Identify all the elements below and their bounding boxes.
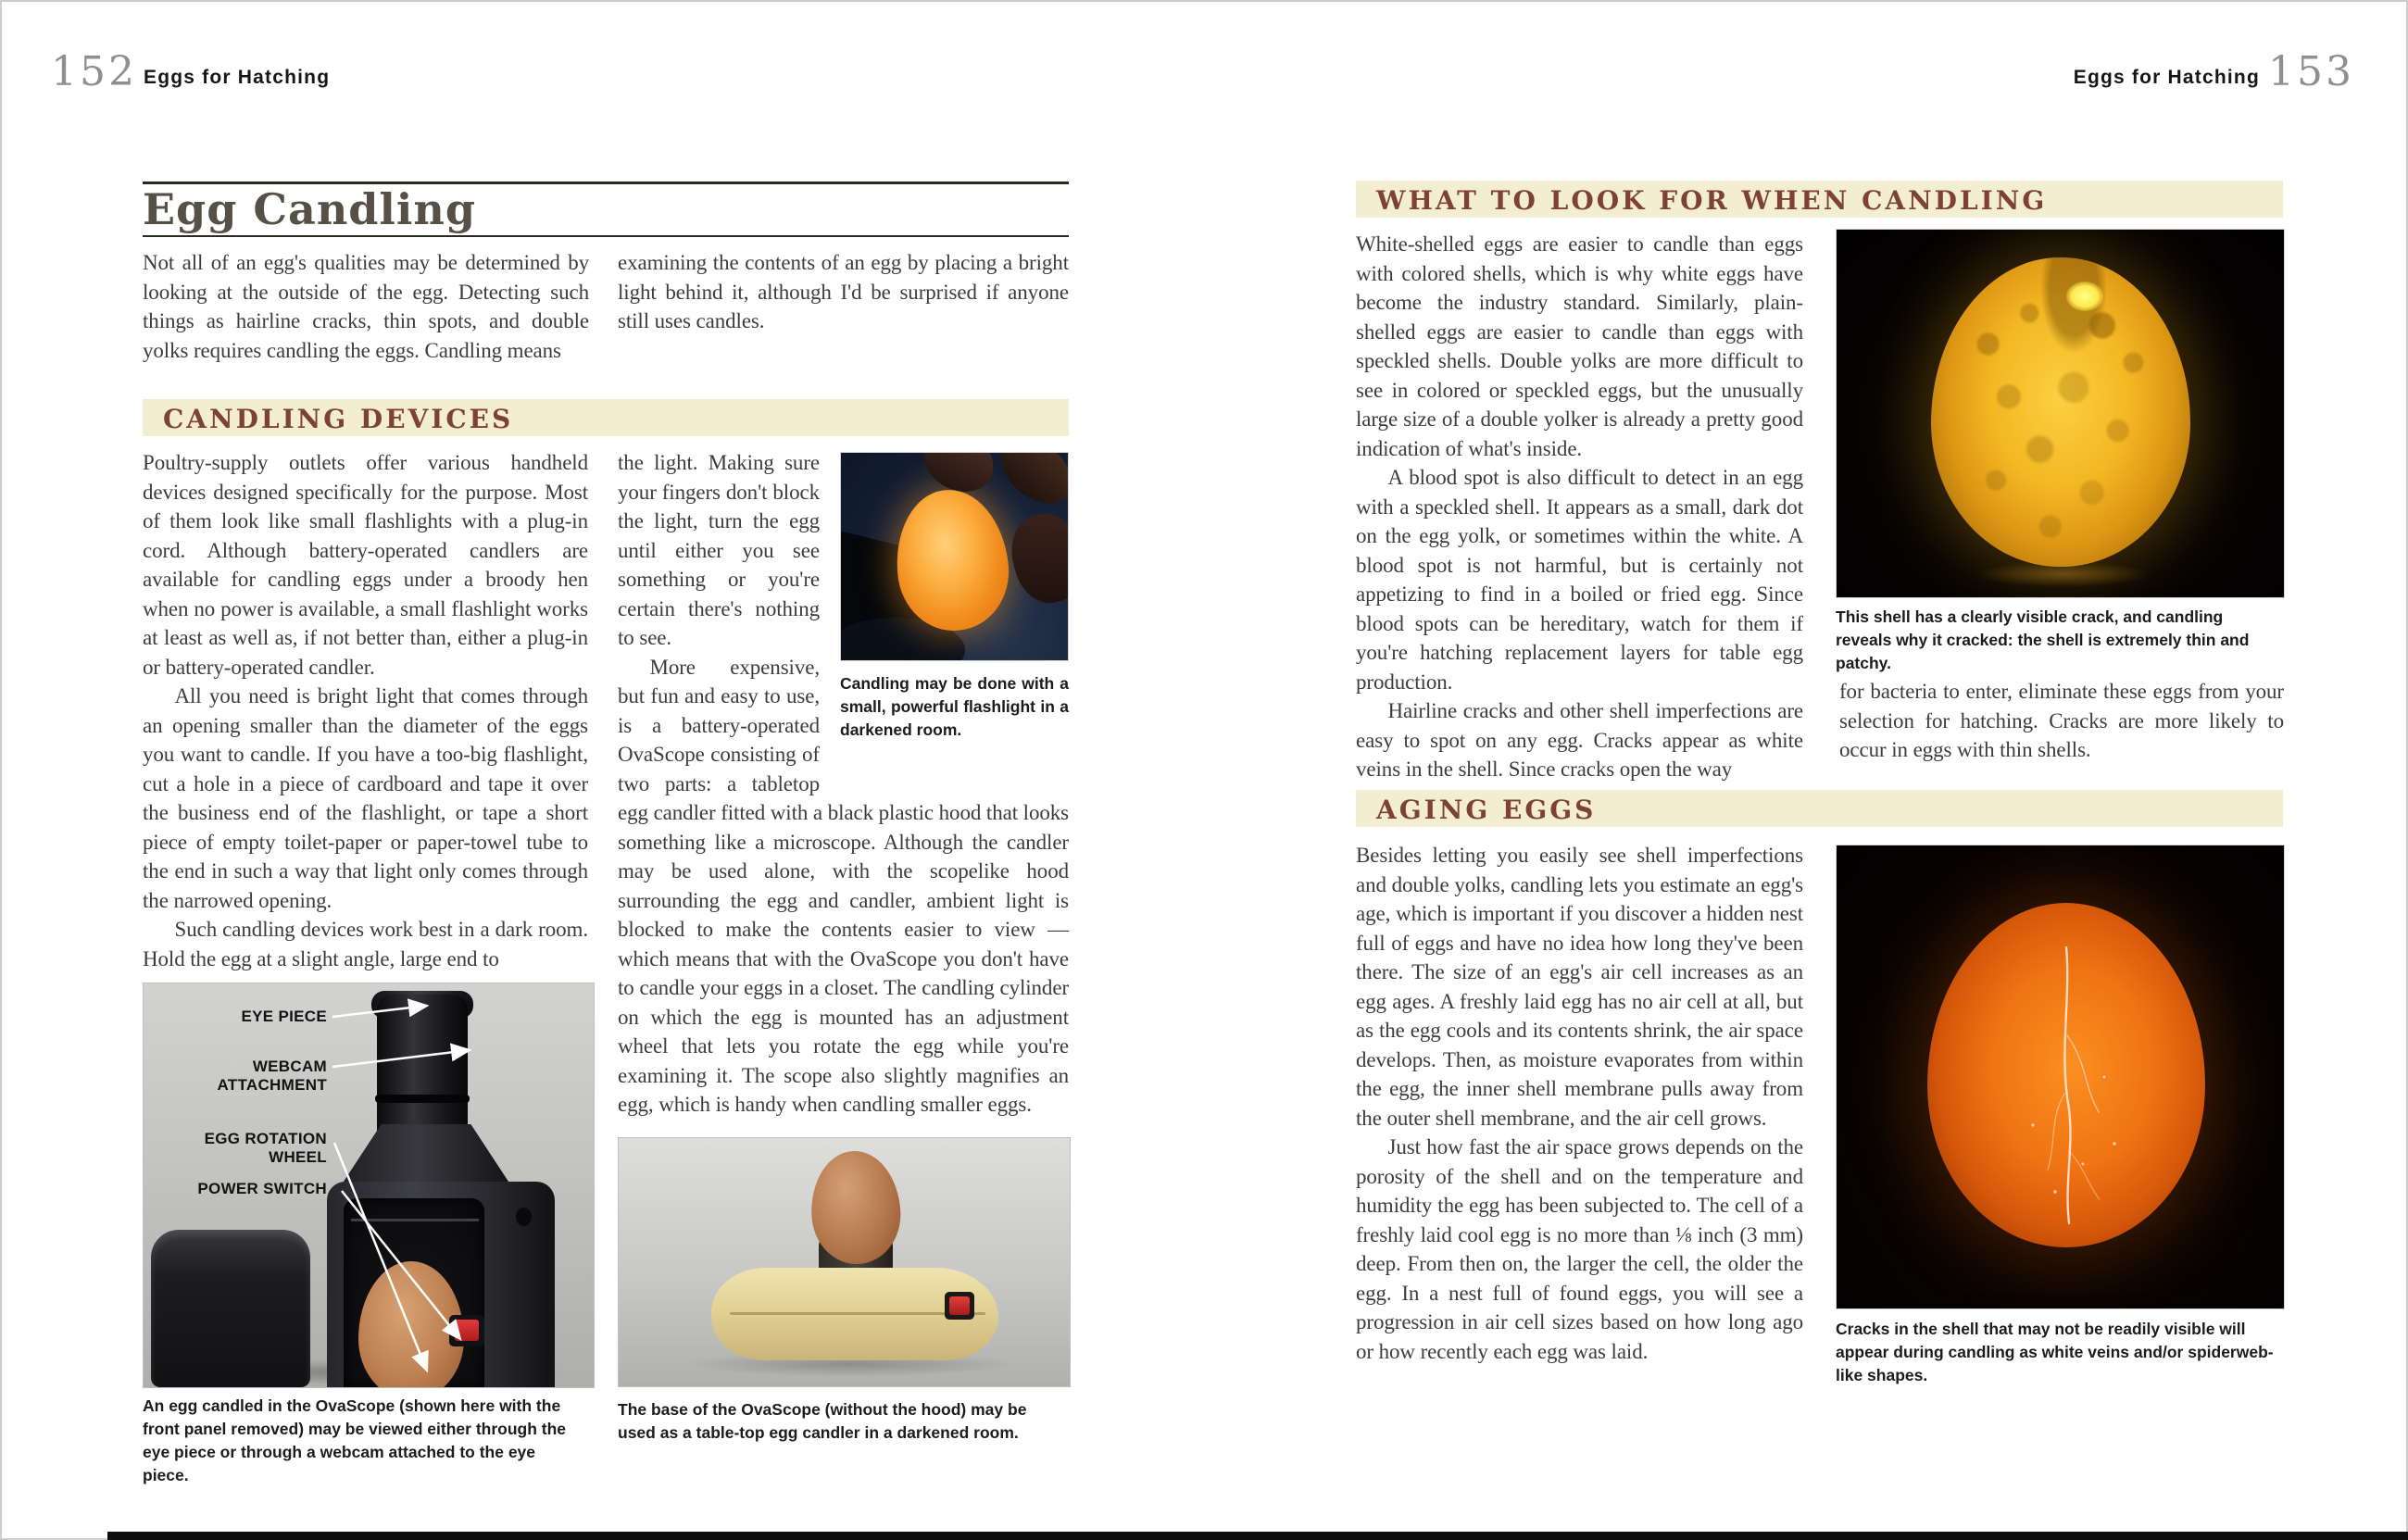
section-band-what-to-look-for [1356,181,2283,218]
photo-caption: The base of the OvaScope (without the hood) may be used as a table-top egg candler in a darkened room. [618,1400,1027,1442]
section-heading: CANDLING DEVICES [163,404,514,434]
running-head-left: Eggs for Hatching [144,67,331,88]
paragraph: Poultry-supply outlets offer various handheld devices designed specifically for the purpose. Most of them look like small flashlights with a plug-in cord. Although battery-operated candlers are available for candling eggs under a broody hen when no power is available, a small flashlight works at least as well as, if not better than, either a plug-in or battery-operated candler. [143,451,588,679]
shell-speckles [1931,257,2190,567]
crack-veins-icon [1837,845,2284,1308]
cracked-shell-candling-photo [1836,229,2285,598]
paragraph: Such candling devices work best in a dark room. Hold the egg at a slight angle, large end to [143,918,588,970]
what-to-look-for-continuation [1839,677,2284,765]
photo-caption: Candling may be done with a small, powerful flashlight in a darkened room. [840,674,1069,739]
section-band-candling-devices [143,399,1069,436]
label-power-switch: POWER SWITCH [197,1180,327,1197]
page-title: Egg Candling [143,184,476,234]
paragraph: for bacteria to enter, eliminate these eggs from your selection for hatching. Cracks are more likely to occur in eggs with thin shells. [1839,680,2284,761]
page-number-right: 153 [2268,48,2354,95]
flashlight-figure [840,452,1069,742]
white-veins-candling-photo [1836,845,2285,1309]
paragraph: the light. Making sure your fingers don't block the light, turn the egg until either you see something or you're certain there's nothing to see. [618,451,820,649]
ovascope-photo [143,983,595,1388]
base-reflection [1975,561,2151,587]
section-band-aging-eggs [1356,790,2283,827]
paragraph: Not all of an egg's qualities may be determined by looking at the outside of the egg. Detecting such things as hairline cracks, thin spots, and double yolks requires candling the eggs. Candling means [143,251,589,362]
paragraph: Just how fast the air space grows depends on the porosity of the shell and on the temperature and humidity the egg has been subjected to. The cell of a freshly laid cool egg is no more than ⅛ inch (3 mm) deep. From then on, the larger the cell, the older the egg. In a nest full of found eggs, you will see a progression in air cell sizes based on how long ago or how recently each egg was laid. [1356,1135,1803,1363]
paragraph: Hairline cracks and other shell imperfections are easy to spot on any egg. Cracks appear as white veins in the shell. Since cracks open the way [1356,699,1803,781]
paragraph: examining the contents of an egg by placing a bright light behind it, although I'd be surprised if anyone still uses candles. [618,251,1069,332]
section-heading: WHAT TO LOOK FOR WHEN CANDLING [1376,185,2048,216]
power-switch-red-button [949,1296,970,1315]
ovascope-base-photo [618,1137,1071,1387]
what-to-look-for-column [1356,230,1803,784]
running-head-right: Eggs for Hatching [2073,67,2260,88]
label-eye-piece: EYE PIECE [241,1008,327,1025]
intro-column-2 [618,248,1069,336]
photo-caption: Cracks in the shell that may not be readily visible will appear during candling as white veins and/or spiderweb-like shapes. [1836,1320,2274,1384]
paragraph: A blood spot is also difficult to detect in an egg with a speckled shell. It appears as a small, dark dot on the egg yolk, or sometimes within the white. A blood spot is not harmful, but is certainly not appetizing to find in a boiled or fried egg. Since blood spots can be hereditary, watch for them if you're hatching replacement layers for table egg production. [1356,466,1803,694]
title-rule-bottom [143,235,1069,237]
thumb [1003,507,1069,609]
label-webcam-attachment: WEBCAM ATTACHMENT [217,1058,327,1094]
photo-caption: An egg candled in the OvaScope (shown here with the front panel removed) may be viewed either through the eye piece or through a webcam attached to the eye piece. [143,1396,567,1484]
label-egg-rotation-wheel: EGG ROTATION WHEEL [204,1130,327,1166]
candling-devices-column-2 [618,448,1069,1120]
section-heading: AGING EGGS [1376,795,1597,825]
paragraph: More expensive, but fun and easy to use, is a battery-operated OvaScope consisting of two parts: a tabletop egg candler fitted with a black plastic hood that looks something like a microscope. Although the candler may be used alone, with the scopelike hood surrounding the egg and candler, ambient light is blocked to make the contents easier to view — which means that with the OvaScope you don't have to candle your eggs in a closet. The candling cylinder on which the egg is mounted has an adjustment wheel that lets you rotate the egg while you're examining it. The scope also slightly magnifies an egg, which is handy when candling smaller eggs. [618,655,1069,1116]
aging-eggs-column [1356,841,1803,1366]
page-number-left: 152 [51,48,137,95]
flashlight-candling-photo [840,452,1069,661]
intro-column-1 [143,248,589,365]
bright-crack-spot [2066,282,2103,311]
photo-caption: This shell has a clearly visible crack, and candling reveals why it cracked: the shell is extremely thin and patchy. [1836,607,2250,672]
finger [988,452,1069,517]
callout-arrows-icon [144,983,594,1387]
candling-devices-column-1 [143,448,588,973]
page-bottom-edge [107,1532,2408,1540]
paragraph: Besides letting you easily see shell imperfections and double yolks, candling lets you estimate an egg's age, which is important if you discover a hidden nest full of eggs and have no idea how long they've been there. The size of an egg's air cell increases as an egg ages. A freshly laid egg has no air cell at all, but as the egg cools and its contents shrink, the air space develops. Then, as moisture evaporates from within the egg, the inner shell membrane pulls away from the outer shell membrane, and the air cell grows. [1356,844,1803,1130]
paragraph: All you need is bright light that comes through an opening smaller than the diameter of the eggs you want to candle. If you have a too-big flashlight, cut a hole in a piece of cardboard and tape it over the business end of the flashlight, or tape a short piece of empty toilet-paper or paper-towel tube to the end in such a way that light only comes through the narrowed opening. [143,684,588,912]
paragraph: White-shelled eggs are easier to candle than eggs with colored shells, which is why white eggs have become the industry standard. Similarly, plain-shelled eggs are easier to candle than eggs with speckled shells. Double yolks are more difficult to see in colored or speckled eggs, but the unusually large size of a double yolker is already a pretty good indication of what's inside. [1356,232,1803,460]
